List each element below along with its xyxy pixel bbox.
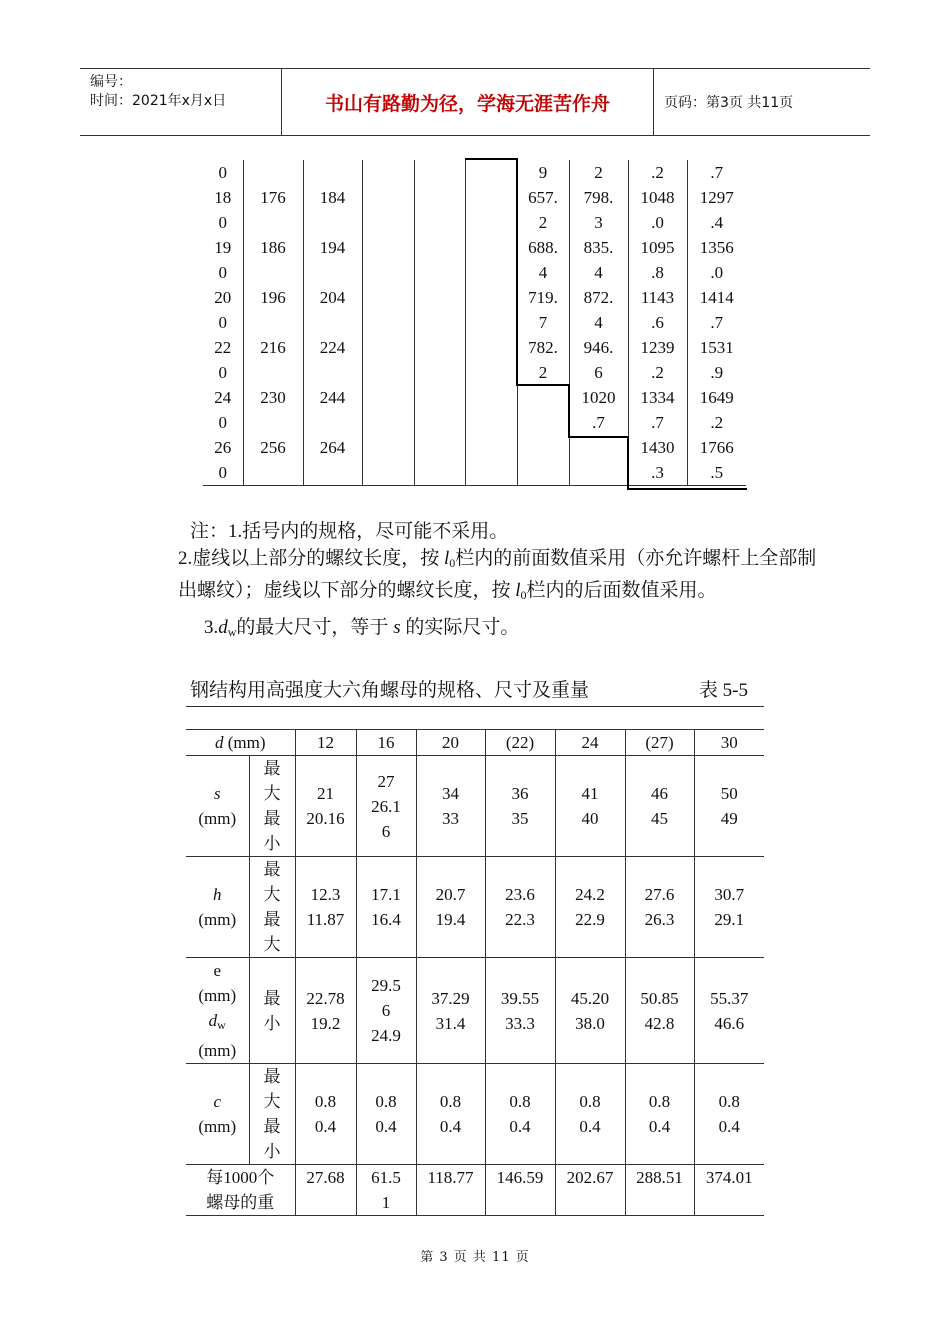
table-cell (569, 435, 628, 460)
note-2-text: 栏内的前面数值采用（亦允许螺杆上全部制出螺纹）；虚线以下部分的螺纹长度，按 (178, 548, 817, 601)
table-cell: 2 (569, 160, 628, 185)
table-cell (517, 435, 569, 460)
table-row (203, 360, 746, 385)
table-cell: 1048 (628, 185, 687, 210)
divider-line (516, 158, 518, 385)
table-cell: 18 (214, 188, 232, 207)
header-page: 页码：第3页 共11页 (664, 95, 794, 111)
value-cell: 24.2 22.9 (555, 857, 625, 958)
divider-line (627, 488, 747, 490)
note-2-subscript: 0 (449, 556, 456, 570)
table-cell: 244 (303, 385, 362, 410)
table-row (203, 285, 746, 310)
table-cell: 186 (243, 235, 303, 260)
table-cell: 176 (243, 185, 303, 210)
divider-line (568, 384, 570, 438)
table-cell: 1430 (628, 435, 687, 460)
d-symbol: d (214, 733, 224, 752)
table-cell: 7 (517, 310, 569, 335)
dw-symbol: d (208, 1011, 218, 1030)
table-cell (362, 410, 414, 435)
table-cell (362, 210, 414, 235)
table-cell (414, 335, 465, 360)
note-3-text: 的最大尺寸，等于 (236, 617, 394, 638)
nut-spec-table (186, 729, 764, 1216)
row-sublabel: 最 大 最 大 (249, 857, 295, 958)
table-cell (517, 410, 569, 435)
size-cell: 16 (356, 730, 416, 756)
table-cell (465, 410, 517, 435)
table-cell (465, 260, 517, 285)
table-cell (303, 160, 362, 185)
table-cell: .7 (628, 410, 687, 435)
value-cell: 288.51 (625, 1165, 694, 1216)
size-cell: 12 (295, 730, 356, 756)
value-cell: 23.6 22.3 (485, 857, 555, 958)
table-cell: 0 (203, 460, 243, 486)
table-cell (414, 460, 465, 486)
divider-line (568, 436, 628, 438)
table-cell (414, 185, 465, 210)
table-cell (303, 460, 362, 486)
note-3 (178, 614, 818, 646)
table-cell: 946. (569, 335, 628, 360)
table-caption (186, 676, 764, 707)
table-row-h (186, 857, 764, 958)
table-cell: 4 (569, 260, 628, 285)
table-row (203, 460, 746, 486)
note-2-text: 栏内的后面数值采用。 (526, 580, 717, 601)
value-cell: 50.85 42.8 (625, 958, 694, 1064)
table-cell (465, 460, 517, 486)
table-cell: 204 (303, 285, 362, 310)
note-2 (178, 545, 818, 609)
value-cell: 0.8 0.4 (694, 1064, 764, 1165)
header-meta (80, 69, 282, 135)
table-cell (465, 385, 517, 410)
table-cell (465, 285, 517, 310)
size-cell: (22) (485, 730, 555, 756)
table-cell (303, 360, 362, 385)
table-cell (414, 435, 465, 460)
row-label: 每1000个 螺母的重 (186, 1165, 295, 1216)
table-cell (243, 260, 303, 285)
row-unit: (mm) (198, 1041, 237, 1060)
table-row (203, 210, 746, 235)
table-cell (569, 460, 628, 486)
header-code: 编号： (90, 74, 132, 90)
header-motto: 书山有路勤为径，学海无涯苦作舟 (282, 69, 654, 135)
table-cell (414, 410, 465, 435)
table-cell: 1334 (628, 385, 687, 410)
table-row-s (186, 756, 764, 857)
table-cell: 264 (303, 435, 362, 460)
table-cell: 4 (569, 310, 628, 335)
row-sublabel: 最 大 最 小 (249, 756, 295, 857)
table-cell: 0 (218, 363, 227, 382)
table-cell: .4 (687, 210, 746, 235)
table-cell: .8 (628, 260, 687, 285)
value-cell: 34 33 (416, 756, 485, 857)
value-cell: 0.8 0.4 (416, 1064, 485, 1165)
value-cell: 22.78 19.2 (295, 958, 356, 1064)
table-cell (303, 410, 362, 435)
table-cell (362, 385, 414, 410)
caption-title: 钢结构用高强度大六角螺母的规格、尺寸及重量 (190, 680, 590, 701)
value-cell: 41 40 (555, 756, 625, 857)
table-cell: 1143 (628, 285, 687, 310)
value-cell: 20.7 19.4 (416, 857, 485, 958)
row-sublabel: 最 小 (249, 958, 295, 1064)
table-cell: .2 (628, 360, 687, 385)
table-cell (243, 410, 303, 435)
header-date: 时间：2021年x月x日 (90, 93, 227, 109)
table-cell: 24 (214, 388, 232, 407)
table-cell (362, 260, 414, 285)
table-cell: .5 (687, 460, 746, 486)
value-cell: 39.55 33.3 (485, 958, 555, 1064)
table-row-e-dw (186, 958, 764, 1064)
table-cell: 256 (243, 435, 303, 460)
table-cell (362, 185, 414, 210)
table-cell: .0 (687, 260, 746, 285)
bolt-length-table (203, 160, 746, 486)
size-cell: 30 (694, 730, 764, 756)
table-cell: .7 (687, 310, 746, 335)
table-cell (362, 360, 414, 385)
table-cell (414, 385, 465, 410)
table-cell: 872. (569, 285, 628, 310)
row-unit: (mm) (198, 910, 237, 929)
table-cell: 196 (243, 285, 303, 310)
table-cell (243, 210, 303, 235)
table-row (203, 410, 746, 435)
table-cell: 0 (218, 213, 227, 232)
table-cell: .7 (687, 160, 746, 185)
note-3-symbol: s (393, 617, 401, 638)
table-cell (414, 210, 465, 235)
row-unit: (mm) (198, 986, 237, 1005)
value-cell: 46 45 (625, 756, 694, 857)
h-symbol: h (213, 885, 222, 904)
size-cell: (27) (625, 730, 694, 756)
note-2-subscript: 0 (520, 588, 527, 602)
value-cell: 0.8 0.4 (555, 1064, 625, 1165)
row-label (186, 756, 249, 857)
table-cell: 1239 (628, 335, 687, 360)
table-cell: 0 (218, 163, 227, 182)
table-cell (465, 160, 517, 185)
table-cell: 19 (214, 238, 232, 257)
table-cell: .6 (628, 310, 687, 335)
caption-number: 表 5-5 (698, 680, 748, 701)
header-row (186, 730, 764, 756)
value-cell: 0.8 0.4 (625, 1064, 694, 1165)
dw-subscript: w (217, 1018, 226, 1032)
table-cell (243, 310, 303, 335)
page-header (80, 68, 870, 136)
table-cell: 1766 (687, 435, 746, 460)
table-cell: 22 (214, 338, 232, 357)
table-cell: 230 (243, 385, 303, 410)
value-cell: 12.3 11.87 (295, 857, 356, 958)
table-cell: 1649 (687, 385, 746, 410)
table-cell: 2 (517, 210, 569, 235)
table-cell: 782. (517, 335, 569, 360)
table-cell (303, 260, 362, 285)
table-cell (414, 285, 465, 310)
table-row (203, 435, 746, 460)
table-notes (178, 518, 818, 646)
table-cell (465, 310, 517, 335)
table-cell (362, 335, 414, 360)
table-cell: 184 (303, 185, 362, 210)
value-cell: 0.8 0.4 (485, 1064, 555, 1165)
note-3-text: 的实际尺寸。 (400, 617, 520, 638)
table-row (203, 335, 746, 360)
note-2-symbol: l (444, 548, 450, 569)
value-cell: 29.5 6 24.9 (356, 958, 416, 1064)
table-cell (414, 360, 465, 385)
table-cell: 798. (569, 185, 628, 210)
row-label (186, 958, 249, 1064)
table-cell (243, 460, 303, 486)
value-cell: 202.67 (555, 1165, 625, 1216)
table-cell (362, 435, 414, 460)
table-cell (517, 460, 569, 486)
row-label (186, 1064, 249, 1165)
e-symbol: e (213, 961, 222, 980)
d-unit: (mm) (223, 733, 266, 752)
value-cell: 37.29 31.4 (416, 958, 485, 1064)
table-cell: 719. (517, 285, 569, 310)
note-1: 注：1.括号内的规格，尽可能不采用。 (190, 521, 509, 542)
value-cell: 30.7 29.1 (694, 857, 764, 958)
s-symbol: s (213, 784, 221, 803)
table-row (203, 385, 746, 410)
table-cell: .7 (569, 410, 628, 435)
table-cell (362, 310, 414, 335)
table-cell: 1095 (628, 235, 687, 260)
table-cell: 6 (569, 360, 628, 385)
table-cell: 1020 (569, 385, 628, 410)
table-cell: 26 (214, 438, 232, 457)
table-cell (465, 335, 517, 360)
table-cell (362, 235, 414, 260)
value-cell: 21 20.16 (295, 756, 356, 857)
note-2-symbol: l (515, 580, 521, 601)
table-cell: .3 (628, 460, 687, 486)
value-cell: 17.1 16.4 (356, 857, 416, 958)
table-cell (465, 435, 517, 460)
table-cell: 4 (517, 260, 569, 285)
note-2-text: 2.虚线以上部分的螺纹长度，按 (178, 548, 445, 569)
value-cell: 27.68 (295, 1165, 356, 1216)
size-cell: 24 (555, 730, 625, 756)
table-cell: 835. (569, 235, 628, 260)
value-cell: 50 49 (694, 756, 764, 857)
table-cell (303, 210, 362, 235)
table-cell (465, 185, 517, 210)
table-cell: 1297 (687, 185, 746, 210)
row-unit: (mm) (198, 1117, 237, 1136)
row-label (186, 857, 249, 958)
table-cell: .9 (687, 360, 746, 385)
table-cell: 194 (303, 235, 362, 260)
table-cell (303, 310, 362, 335)
table-cell (517, 385, 569, 410)
table-row (203, 260, 746, 285)
table-cell (362, 460, 414, 486)
table-cell: 3 (569, 210, 628, 235)
value-cell: 27 26.1 6 (356, 756, 416, 857)
table-cell (362, 285, 414, 310)
page-footer: 第 3 页 共 11 页 (420, 1250, 530, 1265)
note-3-subscript: w (227, 625, 237, 639)
size-cell: 20 (416, 730, 485, 756)
value-cell: 36 35 (485, 756, 555, 857)
value-cell: 146.59 (485, 1165, 555, 1216)
table-cell: .2 (628, 160, 687, 185)
table-cell (465, 360, 517, 385)
note-3-symbol: d (218, 617, 228, 638)
table-cell: 688. (517, 235, 569, 260)
table-cell (243, 360, 303, 385)
table-cell: 9 (517, 160, 569, 185)
table-cell: .0 (628, 210, 687, 235)
table-row-c (186, 1064, 764, 1165)
table-cell: 0 (218, 413, 227, 432)
table-cell: 1414 (687, 285, 746, 310)
table-cell (465, 235, 517, 260)
value-cell: 55.37 46.6 (694, 958, 764, 1064)
table-cell: 1356 (687, 235, 746, 260)
table-row (203, 160, 746, 185)
value-cell: 45.20 38.0 (555, 958, 625, 1064)
table-cell: 0 (218, 313, 227, 332)
row-sublabel: 最 大 最 小 (249, 1064, 295, 1165)
table-row (203, 235, 746, 260)
size-header-label (186, 730, 295, 756)
table-row (203, 185, 746, 210)
note-3-text: 3. (204, 617, 219, 638)
row-unit: (mm) (198, 809, 237, 828)
c-symbol: c (213, 1092, 222, 1111)
divider-line (465, 158, 517, 160)
table-cell: 20 (214, 288, 232, 307)
value-cell: 118.77 (416, 1165, 485, 1216)
table-cell: 0 (218, 263, 227, 282)
table-cell (414, 310, 465, 335)
table-cell: 216 (243, 335, 303, 360)
table-cell: 224 (303, 335, 362, 360)
divider-line (627, 436, 629, 490)
table-cell: 2 (517, 360, 569, 385)
value-cell: 61.5 1 (356, 1165, 416, 1216)
divider-line (516, 384, 569, 386)
value-cell: 0.8 0.4 (295, 1064, 356, 1165)
table-cell (414, 160, 465, 185)
table-cell (465, 210, 517, 235)
table-row (203, 310, 746, 335)
value-cell: 374.01 (694, 1165, 764, 1216)
table-cell (362, 160, 414, 185)
table-cell: 1531 (687, 335, 746, 360)
value-cell: 0.8 0.4 (356, 1064, 416, 1165)
table-cell: .2 (687, 410, 746, 435)
table-row-weight (186, 1165, 764, 1216)
table-cell (243, 160, 303, 185)
table-cell: 657. (517, 185, 569, 210)
table-cell (414, 260, 465, 285)
table-cell (414, 235, 465, 260)
value-cell: 27.6 26.3 (625, 857, 694, 958)
